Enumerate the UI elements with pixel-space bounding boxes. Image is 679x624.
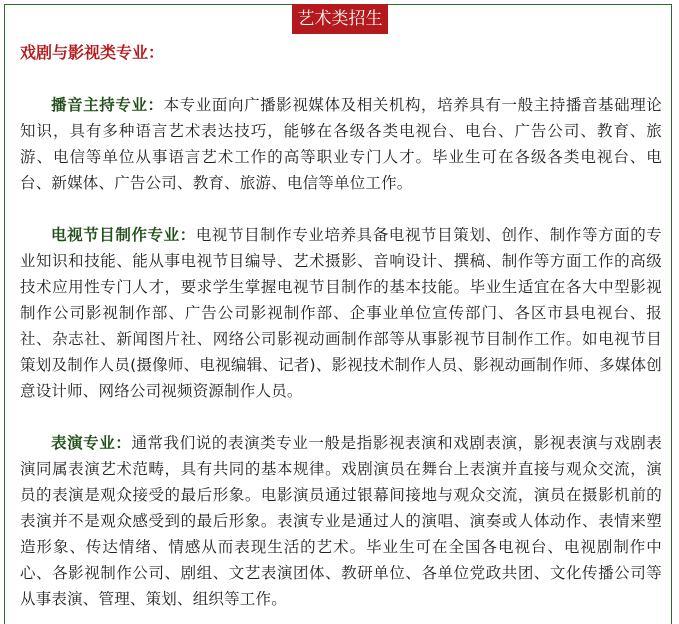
major-description: 通常我们说的表演类专业一般是指影视表演和戏剧表演，影视表演与戏剧表演同属表演艺术范畴，具有共同的基本规律。戏剧演员在舞台上表演并直接与观众交流，演员的表演是观众接受的最后形象。电影演员通过银幕间接地与观众交流，演员在摄影机前的表演并不是观众感受到的最后形象。表演专业是通过人的演唱、演奏或人体动作、表情来塑造形象、传达情绪、情感从而表现生活的艺术。毕业生可在全国各电视台、电视剧制作中心、各影视制作公司、剧组、文艺表演团体、教研单位、各单位党政共团、文化传播公司等从事表演、管理、策划、组织等工作。: [20, 434, 662, 608]
major-performance: [20, 430, 662, 612]
major-broadcasting-hosting: [20, 92, 662, 196]
major-label: 播音主持专业：: [51, 96, 164, 114]
major-description: 本专业面向广播影视媒体及相关机构，培养具有一般主持播音基础理论知识，具有多种语言艺术表达技巧，能够在各级各类电视台、电台、广告公司、教育、旅游、电信等单位从事语言艺术工作的高等职业专门人才。毕业生可在各级各类电视台、电台、新媒体、广告公司、教育、旅游、电信等单位工作。: [20, 96, 662, 192]
major-label: 表演专业：: [51, 434, 132, 452]
article-body: [20, 40, 662, 612]
major-label: 电视节目制作专业：: [51, 226, 196, 244]
spacer: [20, 196, 662, 222]
major-description: 电视节目制作专业培养具备电视节目策划、创作、制作等方面的专业知识和技能、能从事电视节目编导、艺术摄影、音响设计、撰稿、制作等方面工作的高级技术应用性专门人才，要求学生掌握电视节目制作的基本技能。毕业生适宜在各大中型影视制作公司影视制作部、广告公司影视制作部、企事业单位宣传部门、各区市县电视台、报社、杂志社、新闻图片社、网络公司影视动画制作部等从事影视节目制作工作。如电视节目策划及制作人员(摄像师、电视编辑、记者)、影视技术制作人员、影视动画制作师、多媒体创意设计师、网络公司视频资源制作人员。: [20, 226, 662, 400]
spacer: [20, 66, 662, 92]
category-heading: 戏剧与影视类专业：: [20, 43, 165, 62]
spacer: [20, 404, 662, 430]
major-tv-production: [20, 222, 662, 404]
section-title-badge: 艺术类招生: [292, 4, 388, 34]
